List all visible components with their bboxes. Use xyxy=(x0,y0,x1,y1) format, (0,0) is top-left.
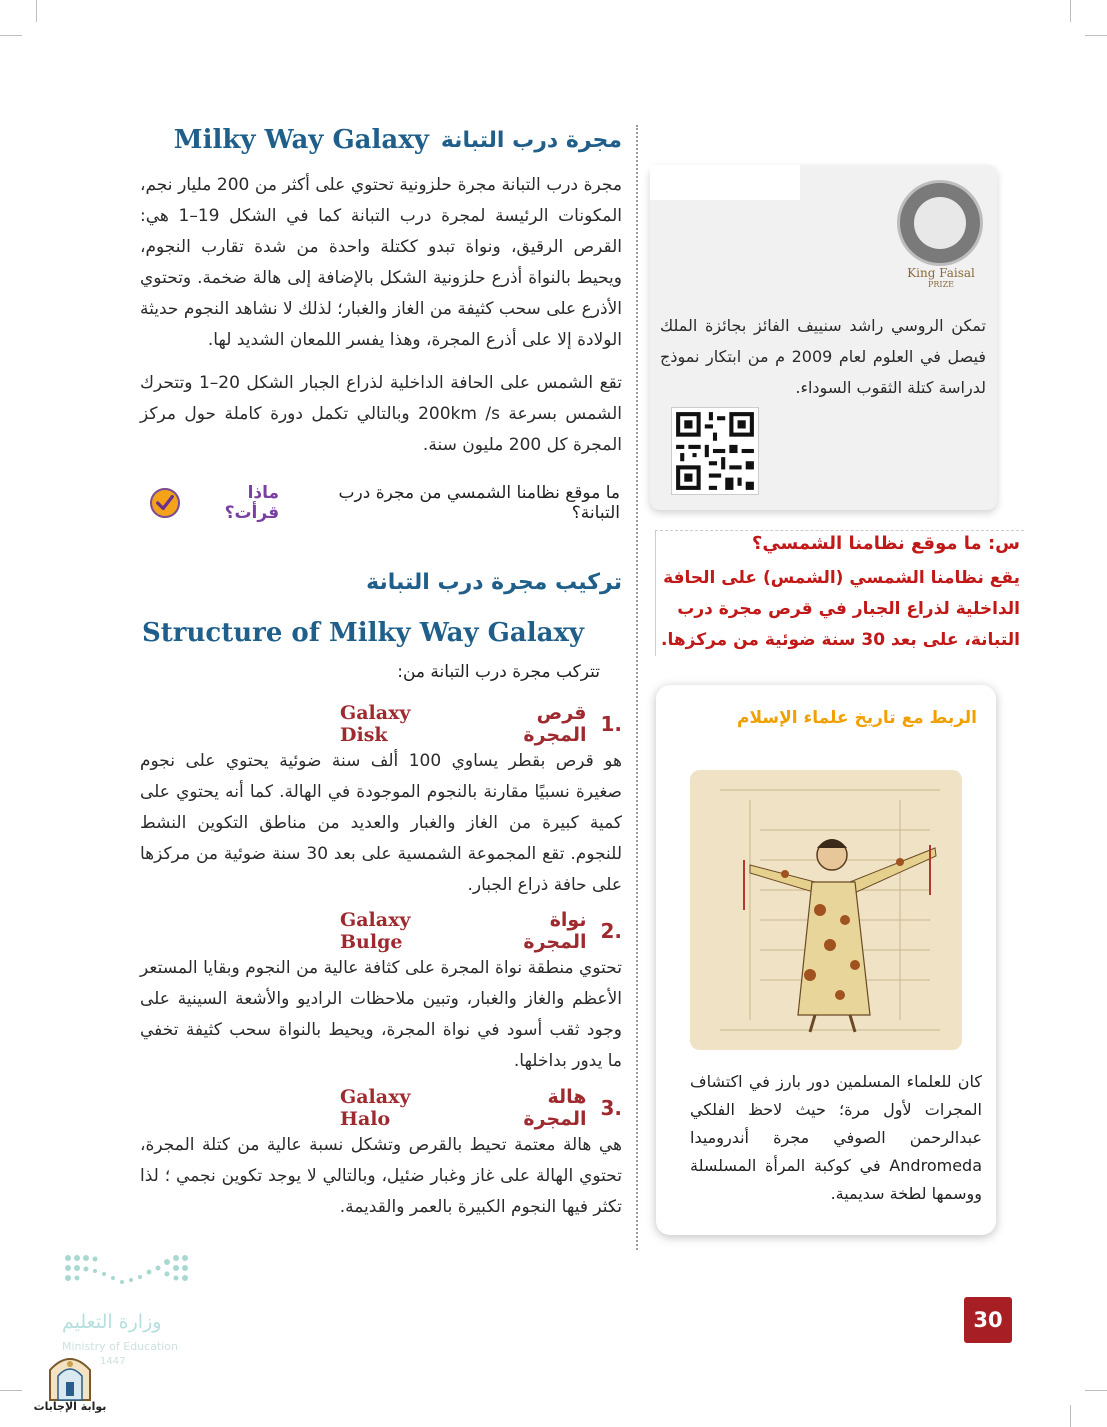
paragraph-text: هو قرص بقطر يساوي 100 ألف سنة ضوئية يحتوي على نجوم صغيرة نسبيًا مقارنة بالنجوم الموجودة في الهالة. كما أنه يحتوي على كمية كبيرة من الغاز والغبار والعديد من مناطق التكوين النشط للنجوم. تقع المجموعة الشمسية على بعد 30 سنة ضوئية من مركزها على حافة ذراع الجبار. xyxy=(140,751,622,895)
crop-mark xyxy=(1070,1405,1071,1427)
answers-portal-label: بوابة الإجابات xyxy=(33,1400,107,1413)
item-title-english: Galaxy Bulge xyxy=(340,909,411,953)
history-card-title: الربط مع تاريخ علماء الإسلام xyxy=(737,708,977,728)
paragraph-text: مجرة درب التبانة مجرة حلزونية تحتوي على أكثر من 200 مليار نجم، المكونات الرئيسة لمجرة درب التبانة كما في الشكل 19–1 هي: القرص الرقيق، ونواة تبدو ككتلة واحدة من شدة تقارب النجوم، ويحيط بالنواة أذرع حلزونية الشكل بالإضافة إلى هالة ضخمة. وتحتوي الأذرع على سحب كثيفة من الغاز والغبار؛ لذلك لا نشاهد النجوم حديثة الولادة إلا على أذرع المجرة، وهذا يفسر اللمعان الشديد لها. xyxy=(140,175,622,350)
item-title-english: Galaxy Disk xyxy=(340,702,411,746)
item-heading-halo xyxy=(340,1086,622,1130)
ministry-name-arabic: وزارة التعليم xyxy=(62,1311,162,1333)
prize-logo-name: King Faisal xyxy=(907,266,975,280)
king-faisal-prize-logo xyxy=(897,180,983,266)
paragraph-text: هي هالة معتمة تحيط بالقرص وتشكل نسبة عالية من كتلة المجرة، تحتوي الهالة على غاز وغبار ضئيل، وبالتالي لا يوجد تكوين نجمي ؛ لذا تكثر فيها النجوم الكبيرة بالعمر والقديمة. xyxy=(140,1135,622,1217)
ministry-name-english: Ministry of Education xyxy=(62,1340,179,1353)
page-number: 30 xyxy=(964,1297,1012,1343)
title-english: Milky Way Galaxy xyxy=(173,125,429,155)
crop-mark xyxy=(1070,0,1071,22)
crop-mark xyxy=(0,1390,22,1391)
reading-check xyxy=(150,485,620,521)
answer-box xyxy=(655,530,1024,656)
item-text-bulge xyxy=(140,953,622,1077)
item-heading-disk xyxy=(340,702,622,746)
item-title-english: Galaxy Halo xyxy=(340,1086,411,1130)
item-text-halo xyxy=(140,1130,622,1223)
answer-question: س: ما موقع نظامنا الشمسي؟ xyxy=(751,533,1020,554)
item-title-arabic: نواة المجرة xyxy=(523,909,587,953)
section-heading-english: Structure of Milky Way Galaxy xyxy=(142,618,585,648)
card-tab-cutout xyxy=(650,165,800,200)
paragraph-text: تقع الشمس على الحافة الداخلية لذراع الجبار الشكل 20–1 وتتحرك الشمس بسرعة 200km /s وبالتالي تكمل دورة كاملة حول مركز المجرة كل 200 مليون سنة. xyxy=(140,373,622,455)
crop-mark xyxy=(1085,35,1107,36)
prize-logo-sub: PRIZE xyxy=(928,280,954,289)
ministry-logo-dots xyxy=(60,1250,200,1304)
crop-mark xyxy=(0,35,22,36)
structure-intro: تتركب مجرة درب التبانة من: xyxy=(397,662,600,682)
item-title-arabic: هالة المجرة xyxy=(523,1086,587,1130)
qr-code-icon[interactable] xyxy=(671,407,759,495)
page-title xyxy=(140,120,622,160)
item-number: 1. xyxy=(600,712,622,736)
title-arabic: مجرة درب التبانة xyxy=(440,127,622,153)
answer-text: يقع نظامنا الشمسي (الشمس) على الحافة الداخلية لذراع الجبار في قرص مجرة درب التبانة، على بعد 30 سنة ضوئية من مركزها. xyxy=(661,568,1020,650)
ministry-year: 1447 xyxy=(100,1356,126,1367)
seal-center xyxy=(914,197,966,249)
section-heading-arabic: تركيب مجرة درب التبانة xyxy=(366,570,622,595)
history-card-text: كان للعلماء المسلمين دور بارز في اكتشاف المجرات لأول مرة؛ حيث لاحظ الفلكي عبدالرحمن الصوفي مجرة أندروميدا Andromeda في كوكبة المرأة المسلسلة ووسمها لطخة سديمية. xyxy=(690,1072,982,1203)
reading-check-label: ماذا قرأت؟ xyxy=(224,483,280,523)
answers-portal-logo-icon xyxy=(30,1350,110,1406)
item-title-arabic: قرص المجرة xyxy=(523,702,587,746)
reading-check-question: ما موقع نظامنا الشمسي من مجرة درب التبانة؟ xyxy=(338,483,620,523)
intro-paragraph-1 xyxy=(140,170,622,356)
item-number: 2. xyxy=(600,919,622,943)
item-text-disk xyxy=(140,746,622,901)
column-divider xyxy=(636,125,638,1250)
intro-paragraph-2 xyxy=(140,368,622,461)
prize-logo-label xyxy=(895,266,987,289)
checkmark-icon xyxy=(150,488,180,518)
prize-card-text: تمكن الروسي راشد سنييف الفائز بجائزة الملك فيصل في العلوم لعام 2009 م من ابتكار نموذج لدراسة كتلة الثقوب السوداء. xyxy=(660,316,986,397)
paragraph-text: تحتوي منطقة نواة المجرة على كثافة عالية من النجوم وبقايا المستعر الأعظم والغاز والغبار، وتبين ملاحظات الراديو والأشعة السينية على وجود ثقب أسود في نواة المجرة، ويحيط بالنواة سحب كثيفة تخفي ما يدور بداخلها. xyxy=(140,958,622,1071)
crop-mark xyxy=(36,0,37,22)
crop-mark xyxy=(1085,1390,1107,1391)
item-heading-bulge xyxy=(340,909,622,953)
item-number: 3. xyxy=(600,1096,622,1120)
andromeda-manuscript-illustration xyxy=(690,770,962,1050)
